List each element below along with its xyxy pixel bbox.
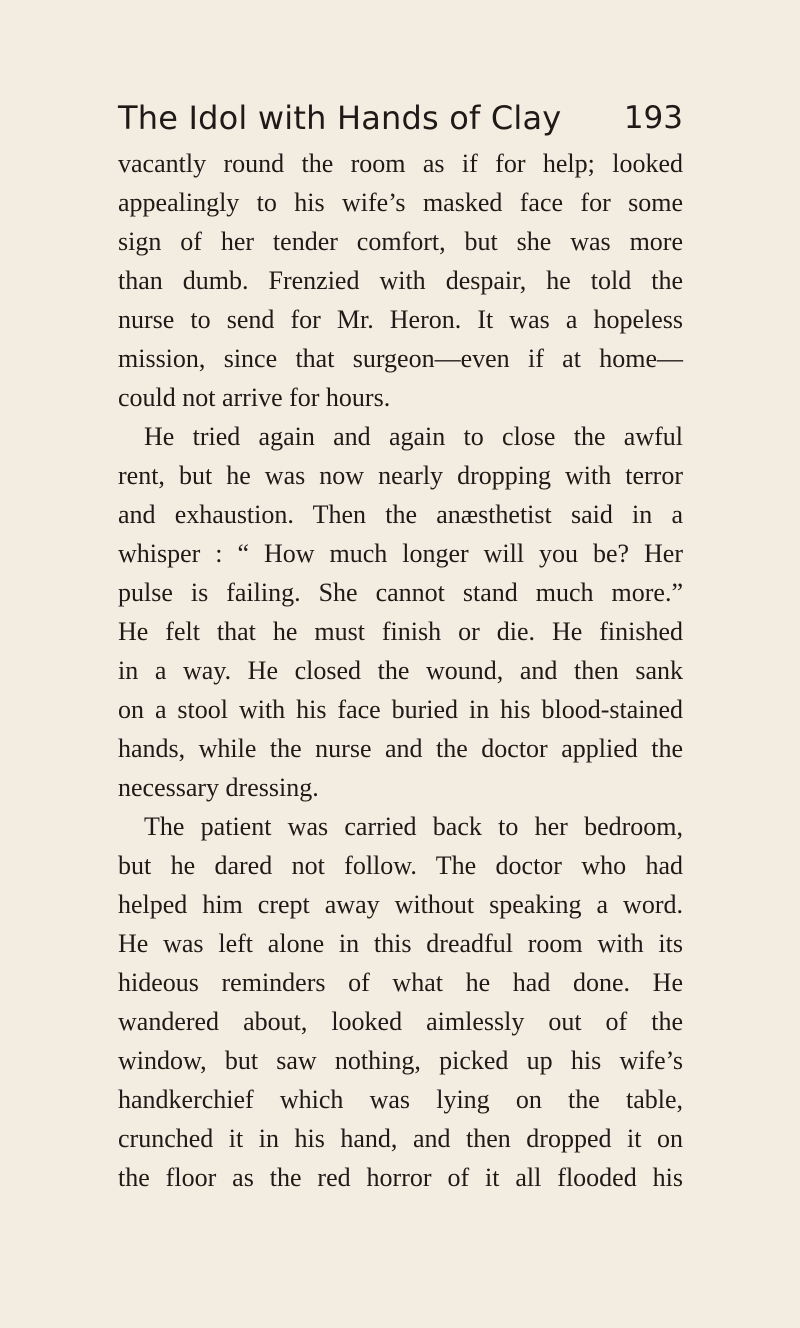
text-line: He was left alone in this dreadful room with its [118, 929, 683, 958]
text-line: crunched it in his hand, and then dropped it on [118, 1124, 683, 1153]
text-line: could not arrive for hours. [118, 383, 391, 412]
text-line: window, but saw nothing, picked up his wife’s [118, 1046, 683, 1075]
text-line: sign of her tender comfort, but she was more [118, 227, 683, 256]
text-line: He tried again and again to close the awful [144, 422, 683, 451]
text-line: appealingly to his wife’s masked face for some [118, 188, 683, 217]
text-line: and exhaustion. Then the anæsthetist said in a [118, 500, 683, 529]
text-line: helped him crept away without speaking a word. [118, 890, 683, 919]
text-line: pulse is failing. She cannot stand much more.” [118, 578, 683, 607]
text-line: than dumb. Frenzied with despair, he told the [118, 266, 683, 295]
text-line: in a way. He closed the wound, and then sank [118, 656, 683, 685]
text-line: whisper : “ How much longer will you be? Her [118, 539, 683, 568]
text-line: handkerchief which was lying on the table, [118, 1085, 683, 1114]
text-line: nurse to send for Mr. Heron. It was a hopeless [118, 305, 683, 334]
body-text [118, 144, 683, 1197]
text-line: hideous reminders of what he had done. He [118, 968, 683, 997]
text-line: the floor as the red horror of it all flooded his [118, 1163, 683, 1192]
text-line: but he dared not follow. The doctor who had [118, 851, 683, 880]
text-line: He felt that he must finish or die. He finished [118, 617, 683, 646]
running-title: The Idol with Hands of Clay [118, 99, 562, 137]
page-number: 193 [623, 100, 683, 136]
text-line: wandered about, looked aimlessly out of the [118, 1007, 683, 1036]
text-line: mission, since that surgeon—even if at home— [118, 344, 683, 373]
text-line: hands, while the nurse and the doctor applied the [118, 734, 683, 763]
running-head [118, 98, 683, 142]
text-line: rent, but he was now nearly dropping with terror [118, 461, 683, 490]
text-line: The patient was carried back to her bedroom, [144, 812, 683, 841]
text-line: on a stool with his face buried in his blood-stained [118, 695, 683, 724]
text-line: vacantly round the room as if for help; looked [118, 149, 683, 178]
text-line: necessary dressing. [118, 773, 319, 802]
